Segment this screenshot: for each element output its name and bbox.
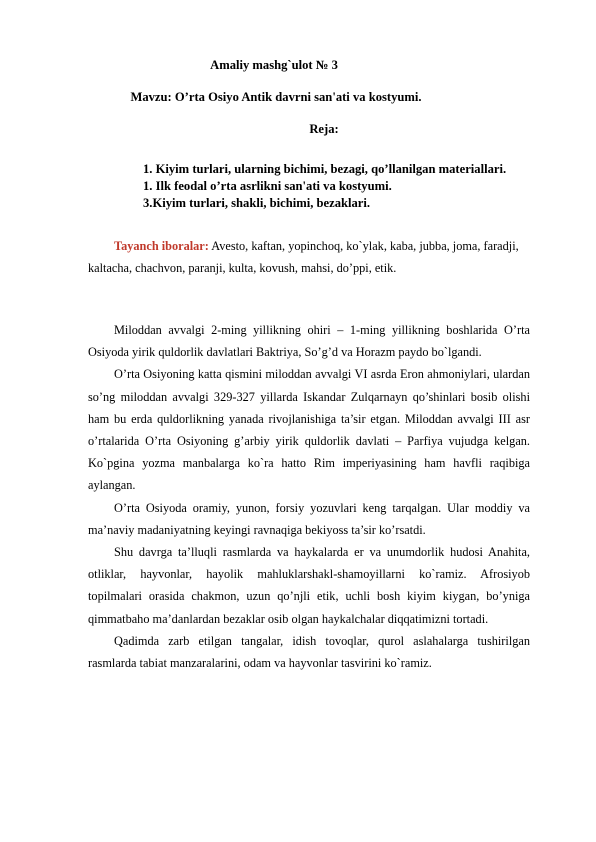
paragraph: O’rta Osiyoda oramiy, yunon, forsiy yozuvlari keng tarqalgan. Ular moddiy va ma’naviy madaniyatning keyingi ravnaqiga bekiyoss ta’sir ko’rsatdi. [88,500,530,537]
paragraph: Miloddan avvalgi 2-ming yillikning ohiri – 1-ming yillikning boshlarida O’rta Osiyoda yirik quldorlik davlatlari Baktriya, So’g’d va Horazm paydo bo`lgandi. [88,323,530,360]
main-text [88,319,530,674]
paragraph: O’rta Osiyoning katta qismini miloddan avvalgi VI asrda Eron ahmoniylari, ulardan so’ng miloddan avvalgi 329-327 yillarda Iskandar Zulqarnayn qo’shinlari bosib olishi ham bu erda quldorlikning yanada rivojlanishiga ta’sir etgan. Miloddan avvalgi III asr o’rtalarida O’rta Osiyoning g’arbiy yirik quldorlik davlati – Parfiya vujudga kelgan. Ko`pgina yozma manbalarga ko`ra hatto Rim imperiyasining ham havfli raqibiga aylangan. [88,367,530,493]
keywords-text: Avesto, kaftan, yopinchoq, ko`ylak, kaba, jubba, joma, faradji, kaltacha, chachvon, paranji, kulta, kovush, mahsi, do’ppi, etik. [88,239,519,276]
paragraph: Qadimda zarb etilgan tangalar, idish tovoqlar, qurol aslahalarga tushirilgan rasmlarda tabiat manzaralarini, odam va hayvonlar tasvirini ko`ramiz. [88,633,530,671]
paragraph: Shu davrga ta’lluqli rasmlarda va haykalarda er va unumdorlik hudosi Anahita, otliklar, hayvonlar, hayolik mahluklarshakl-shamoyillarni ko`ramiz. Afrosiyob topilmalari orasida chakmon, uzun qo’njli etik, uchli bosh kiyim kiygan, bo’yniga qimmatbaho ma’danlardan bezaklar osib olgan haykalchalar diqqatimizni tortadi. [88,545,530,626]
lesson-title: Amaliy mashg`ulot № 3 [210,58,338,72]
plan-item: 3.Kiyim turlari, shakli, bichimi, bezaklari. [143,196,371,210]
keywords-block [88,235,530,279]
plan-item: 1. Ilk feodal o’rta asrlikni san'ati va kostyumi. [143,179,392,193]
keywords-paragraph [88,235,530,279]
plan-list [143,161,506,212]
plan-item: 1. Kiyim turlari, ularning bichimi, bezagi, qo’llanilgan materiallari. [143,162,507,176]
keywords-label: Tayanch iboralar: [114,239,209,253]
plan-heading: Reja: [309,122,339,136]
lesson-topic: Mavzu: O’rta Osiyo Antik davrni san'ati va kostyumi. [130,90,422,104]
